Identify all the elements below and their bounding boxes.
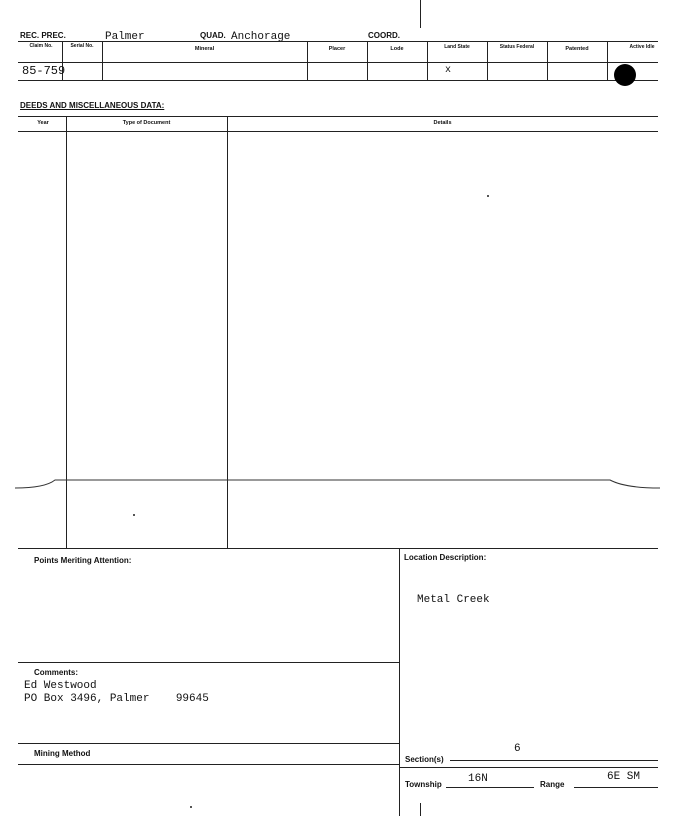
section-label: Section(s) — [405, 755, 444, 764]
col-placer: Placer — [328, 46, 346, 52]
deeds-top-line — [18, 116, 658, 117]
claim-col-divider — [607, 41, 608, 80]
section-underline — [450, 760, 658, 761]
deeds-col-details: Details — [433, 120, 452, 126]
col-serial-no: Serial No. — [70, 43, 94, 49]
range-value: 6E SM — [607, 771, 641, 783]
range-label: Range — [540, 780, 565, 789]
col-status-federal: Status Federal — [499, 44, 535, 50]
col-lode: Lode — [390, 46, 404, 52]
land-state-mark: x — [445, 65, 452, 76]
comments-line-2: PO Box 3496, Palmer 99645 — [24, 693, 209, 705]
location-label: Location Description: — [404, 553, 487, 562]
survey-divider — [399, 767, 658, 768]
comments-line-1: Ed Westwood — [24, 680, 97, 692]
claim-col-divider — [487, 41, 488, 80]
township-value: 16N — [468, 773, 488, 785]
speck — [133, 514, 135, 516]
section-value: 6 — [514, 743, 521, 755]
top-edge-line — [420, 0, 421, 28]
col-land-state: Land State — [444, 44, 470, 50]
lower-section-top-line — [18, 548, 658, 549]
fold-line — [0, 470, 678, 500]
deeds-header-line — [18, 131, 658, 132]
location-value: Metal Creek — [417, 594, 490, 606]
header-line — [18, 41, 658, 42]
comments-top-line — [18, 662, 399, 663]
col-active-idle: Active Idle — [629, 44, 655, 50]
rec-prec-label: REC. PREC. — [20, 31, 66, 40]
mining-top-line — [18, 743, 399, 744]
speck — [487, 195, 489, 197]
claim-table-bottom-line — [18, 80, 658, 81]
township-label: Township — [405, 780, 442, 789]
speck — [190, 806, 192, 808]
quad-value: Anchorage — [231, 31, 291, 43]
deeds-col-type: Type of Document — [122, 120, 171, 126]
township-underline — [446, 787, 534, 788]
deeds-section-title: DEEDS AND MISCELLANEOUS DATA: — [20, 101, 165, 110]
mining-bottom-line — [18, 764, 399, 765]
col-mineral: Mineral — [194, 46, 215, 52]
bottom-edge-line — [420, 803, 421, 816]
range-underline — [574, 787, 658, 788]
deeds-col-year: Year — [37, 120, 49, 126]
points-label: Points Meriting Attention: — [34, 556, 132, 565]
col-patented: Patented — [565, 46, 589, 52]
claim-table-mid-line — [18, 62, 658, 63]
active-idle-mark — [614, 64, 636, 86]
col-claim-no: Claim No. — [29, 43, 53, 49]
lower-center-divider — [399, 548, 400, 816]
rec-prec-value: Palmer — [105, 31, 145, 43]
quad-label: QUAD. — [200, 31, 226, 40]
comments-label: Comments: — [34, 668, 79, 677]
mining-method-label: Mining Method — [34, 749, 91, 758]
claim-no-value: 85-759 — [22, 64, 66, 78]
claim-col-divider — [427, 41, 428, 80]
coord-label: COORD. — [368, 31, 400, 40]
